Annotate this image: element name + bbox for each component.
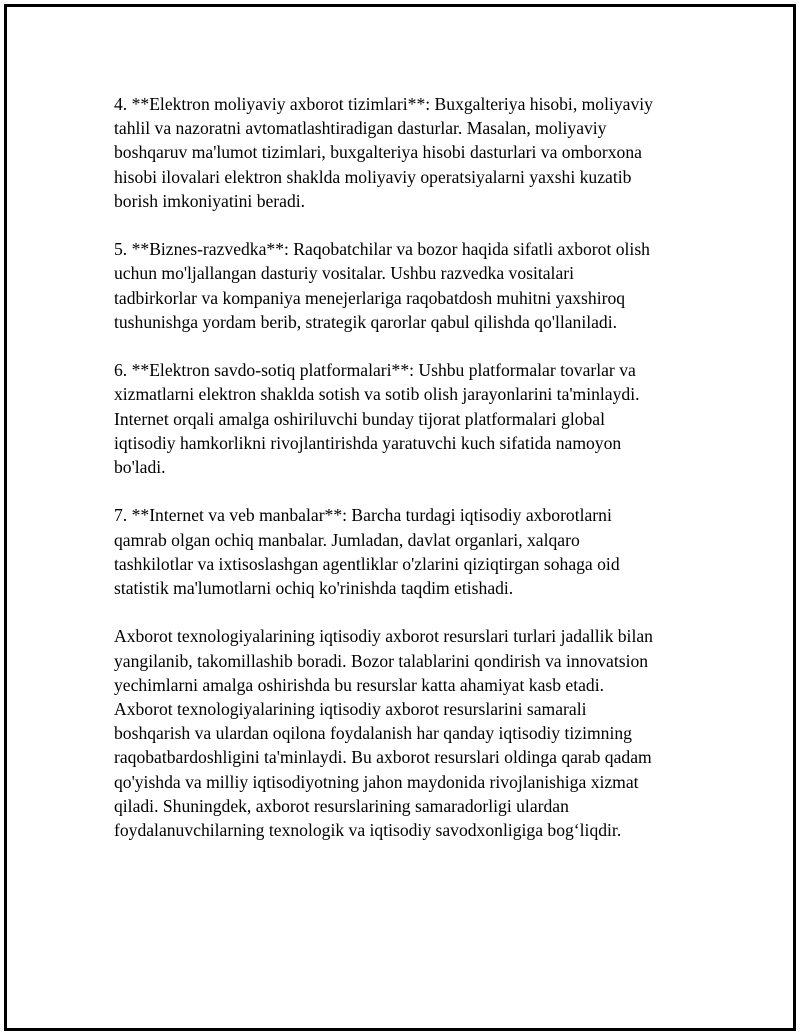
paragraph-item-4-electronic-financial-systems: 4. **Elektron moliyaviy axborot tizimlari**: Buxgalteriya hisobi, moliyaviy tahlil va nazoratni avtomatlashtiradigan dasturlar. Masalan, moliyaviy boshqaruv ma'lumot tizimlari, buxgalteriya hisobi dasturlari va omborxona hisobi ilovalari elektron shaklda moliyaviy operatsiyalarni yaxshi kuzatib borish imkoniyatini beradi. xyxy=(114,94,653,211)
paragraph-conclusion: Axborot texnologiyalarining iqtisodiy axborot resurslari turlari jadallik bilan yangilanib, takomillashib boradi. Bozor talablarini qondirish va innovatsion yechimlarni amalga oshirishda bu resurslar katta ahamiyat kasb etadi. Axborot texnologiyalarining iqtisodiy axborot resurslarini samarali boshqarish va ulardan oqilona foydalanish har qanday iqtisodiy tizimning raqobatbardoshligini ta'minlaydi. Bu axborot resurslari oldinga qarab qadam qo'yishda va milliy iqtisodiyotning jahon maydonida rivojlanishiga xizmat qiladi. Shuningdek, axborot resurslarining samaradorligi ulardan foydalanuvchilarning texnologik va iqtisodiy savodxonligiga bog‘liqdir. xyxy=(114,626,653,841)
paragraph-item-7-internet-web-sources: 7. **Internet va veb manbalar**: Barcha turdagi iqtisodiy axborotlarni qamrab olgan ochiq manbalar. Jumladan, davlat organlari, xalqaro tashkilotlar va ixtisoslashgan agentliklar o'zlarini qiziqtirgan sohaga oid statistik ma'lumotlarni ochiq ko'rinishda taqdim etishadi. xyxy=(114,505,620,599)
paragraph-item-5-business-intelligence: 5. **Biznes-razvedka**: Raqobatchilar va bozor haqida sifatli axborot olish uchun mo'ljallangan dasturiy vositalar. Ushbu razvedka vositalari tadbirkorlar va kompaniya menejerlariga raqobatdosh muhitni yaxshiroq tushunishga yordam berib, strategik qarorlar qabul qilishda qo'llaniladi. xyxy=(114,239,650,332)
document-body xyxy=(114,92,694,866)
paragraph-item-6-e-commerce-platforms: 6. **Elektron savdo-sotiq platformalari**: Ushbu platformalar tovarlar va xizmatlarni elektron shaklda sotish va sotib olish jarayonlarini ta'minlaydi. Internet orqali amalga oshiriluvchi bunday tijorat platformalari global iqtisodiy hamkorlikni rivojlantirishda yaratuvchi kuch sifatida namoyon bo'ladi. xyxy=(114,360,640,478)
